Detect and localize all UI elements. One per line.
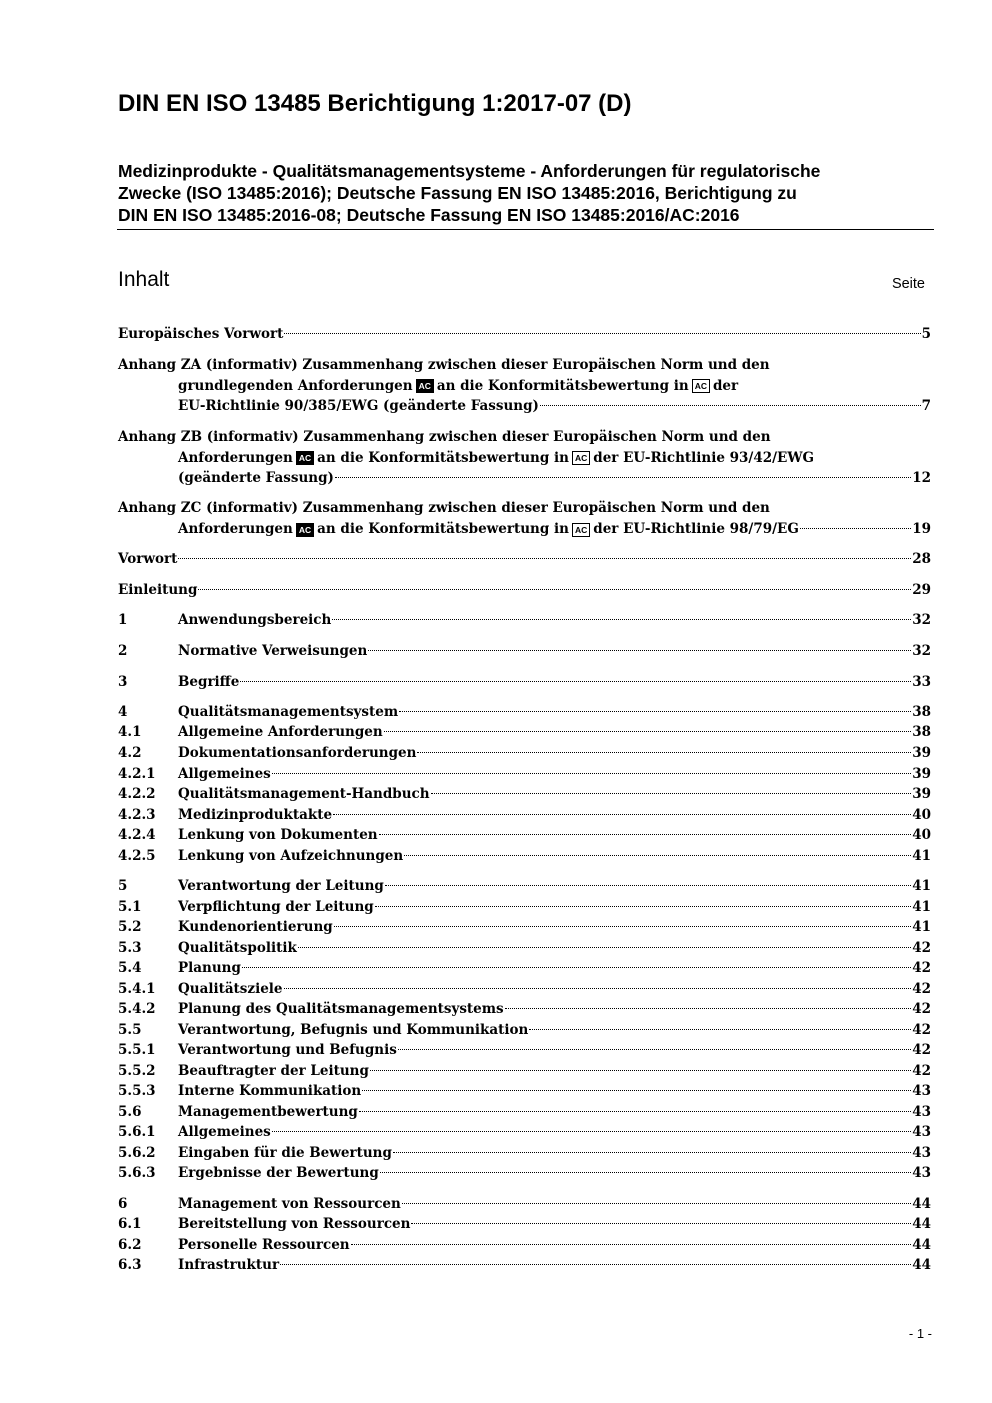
toc-entry[interactable] [118,1061,931,1081]
toc-entry-label: Infrastruktur [178,1257,280,1273]
toc-entry-number: 5.1 [118,899,142,915]
toc-entry-page: 41 [912,899,931,915]
leader-dots [431,793,912,794]
toc-entry-page: 38 [912,724,931,740]
toc-entry-number: 6 [118,1196,128,1212]
toc-entry[interactable] [118,641,931,661]
toc-entry[interactable] [118,1102,931,1122]
toc-entry-page: 39 [912,786,931,802]
document-subtitle [118,160,938,226]
toc-entry-number: 5.6 [118,1104,142,1120]
toc-entry-page: 42 [912,1063,931,1079]
toc-entry-label: Qualitätspolitik [178,940,297,956]
toc-entry[interactable] [118,805,931,825]
toc-entry-label: Kundenorientierung [178,919,333,935]
toc-entry[interactable] [118,396,931,416]
leader-dots [272,1131,911,1132]
toc-entry-label: Bereitstellung von Ressourcen [178,1216,411,1232]
toc-entry-page: 42 [912,960,931,976]
toc-annex-line[interactable]: Anhang ZB (informativ) Zusammenhang zwischen dieser Europäischen Norm und den [118,429,771,445]
toc-entry-label: Verantwortung der Leitung [178,878,384,894]
toc-entry-label: Einleitung [118,582,198,598]
toc-entry-number: 6.2 [118,1237,142,1253]
toc-entry[interactable] [118,825,931,845]
toc-entry-label: Verpflichtung der Leitung [178,899,374,915]
toc-entry-number: 5 [118,878,128,894]
toc-entry[interactable] [118,999,931,1019]
toc-entry-label: Lenkung von Dokumenten [178,827,378,843]
leader-dots [280,1264,911,1265]
toc-annex-text: an die Konformitätsbewertung in [436,378,689,394]
leader-dots [529,1029,911,1030]
toc-entry-page: 42 [912,1042,931,1058]
toc-entry-label: EU-Richtlinie 90/385/EWG (geänderte Fassung) [178,398,539,414]
toc-entry-page: 32 [912,643,931,659]
toc-annex-text: der EU-Richtlinie 98/79/EG [593,521,799,537]
toc-entry-label: Eingaben für die Bewertung [178,1145,392,1161]
ac-open-icon: AC [296,451,314,465]
leader-dots [284,988,912,989]
toc-entry-number: 4.2.3 [118,807,156,823]
toc-entry-number: 3 [118,674,128,690]
toc-entry-page: 43 [912,1104,931,1120]
toc-entry[interactable] [118,1122,931,1142]
toc-entry-number: 5.6.2 [118,1145,156,1161]
toc-annex-text: der EU-Richtlinie 93/42/EWG [593,450,815,466]
toc-entry-label: Allgemeines [178,766,271,782]
toc-entry-label: Anwendungsbereich [178,612,332,628]
toc-entry[interactable] [118,468,931,488]
toc-entry[interactable] [118,1163,931,1183]
toc-entry-label: Dokumentationsanforderungen [178,745,417,761]
toc-entry-number: 1 [118,612,128,628]
document-title: DIN EN ISO 13485 Berichtigung 1:2017-07 (D) [118,90,632,117]
leader-dots [380,1172,911,1173]
toc-entry[interactable] [118,702,931,722]
toc-entry-page: 40 [912,807,931,823]
toc-entry-label: Interne Kommunikation [178,1083,362,1099]
leader-dots [240,681,911,682]
toc-entry[interactable] [118,846,931,866]
leader-dots [800,528,911,529]
toc-entry-label: Normative Verweisungen [178,643,368,659]
toc-entry-number: 4.1 [118,724,142,740]
leader-dots [335,477,911,478]
toc-annex-text: Anforderungen [178,450,293,466]
subtitle-line: DIN EN ISO 13485:2016-08; Deutsche Fassung EN ISO 13485:2016/AC:2016 [118,205,740,225]
toc-entry-page: 39 [912,766,931,782]
toc-entry-page: 44 [912,1196,931,1212]
toc-entry[interactable] [118,938,931,958]
toc-entry[interactable] [118,1194,931,1214]
leader-dots [333,814,911,815]
toc-annex-text: Anforderungen [178,521,293,537]
toc-entry[interactable] [118,764,931,784]
toc-entry[interactable] [118,876,931,896]
toc-entry-page: 19 [912,521,931,537]
title-divider [117,229,934,230]
ac-open-icon: AC [296,523,314,537]
toc-entry-label: Qualitätsziele [178,981,283,997]
toc-entry-page: 41 [912,848,931,864]
toc-entry-label: Lenkung von Aufzeichnungen [178,848,404,864]
ac-open-icon: AC [416,379,434,393]
toc-entry-label: Beauftragter der Leitung [178,1063,369,1079]
toc-entry[interactable] [118,1020,931,1040]
leader-dots [404,855,911,856]
ac-close-icon: AC [692,379,710,393]
toc-entry-number: 6.1 [118,1216,142,1232]
toc-entry-page: 5 [921,326,931,342]
toc-entry[interactable] [118,979,931,999]
toc-entry-number: 5.6.1 [118,1124,156,1140]
toc-entry-number: 4.2.5 [118,848,156,864]
leader-dots [272,773,911,774]
toc-entry-page: 43 [912,1083,931,1099]
toc-annex-line[interactable]: Anhang ZC (informativ) Zusammenhang zwischen dieser Europäischen Norm und den [118,500,770,516]
toc-entry-number: 5.5 [118,1022,142,1038]
leader-dots [402,1203,911,1204]
toc-entry[interactable] [118,1081,931,1101]
toc-entry-number: 5.4.1 [118,981,156,997]
toc-entry[interactable] [118,897,931,917]
toc-annex-line[interactable]: Anhang ZA (informativ) Zusammenhang zwischen dieser Europäischen Norm und den [118,357,770,373]
toc-annex-text: an die Konformitätsbewertung in [317,521,569,537]
toc-entry-page: 7 [921,398,931,414]
toc-entry-page: 42 [912,1001,931,1017]
toc-entry-page: 33 [912,674,931,690]
toc-entry-label: Personelle Ressourcen [178,1237,350,1253]
leader-dots [399,711,911,712]
leader-dots [384,731,912,732]
toc-entry-page: 29 [912,582,931,598]
toc-entry-label: Allgemeine Anforderungen [178,724,383,740]
leader-dots [178,558,911,559]
toc-entry-label: Qualitätsmanagement-Handbuch [178,786,430,802]
toc-entry-number: 4.2.1 [118,766,156,782]
toc-entry-page: 42 [912,940,931,956]
toc-entry-label: Verantwortung und Befugnis [178,1042,397,1058]
leader-dots [359,1111,911,1112]
toc-entry-label: Planung [178,960,241,976]
leader-dots [351,1244,912,1245]
toc-entry-label: Planung des Qualitätsmanagementsystems [178,1001,504,1017]
toc-entry[interactable] [118,1143,931,1163]
toc-entry-page: 39 [912,745,931,761]
toc-entry[interactable] [118,958,931,978]
toc-entry-page: 43 [912,1124,931,1140]
page-number: - 1 - [908,1326,932,1341]
toc-entry-label: Managementbewertung [178,1104,358,1120]
toc-entry-number: 4 [118,704,128,720]
toc-annex-text: an die Konformitätsbewertung in [317,450,569,466]
toc-entry-number: 5.5.2 [118,1063,156,1079]
toc-entry-label: Medizinproduktakte [178,807,333,823]
toc-entry[interactable] [118,324,931,344]
page-column-label: Seite [891,276,925,292]
leader-dots [368,650,911,651]
toc-entry[interactable] [118,610,931,630]
ac-close-icon: AC [572,451,590,465]
toc-entry-number: 5.4 [118,960,142,976]
leader-dots [370,1070,911,1071]
leader-dots [398,1049,911,1050]
toc-entry-page: 42 [912,981,931,997]
toc-entry-page: 42 [912,1022,931,1038]
leader-dots [385,885,911,886]
toc-annex-line[interactable] [178,448,814,468]
toc-entry-number: 5.4.2 [118,1001,156,1017]
toc-entry-number: 5.3 [118,940,142,956]
leader-dots [505,1008,912,1009]
toc-entry-number: 5.2 [118,919,142,935]
leader-dots [540,405,921,406]
toc-entry-label: Vorwort [118,551,178,567]
toc-entry-number: 5.5.3 [118,1083,156,1099]
toc-entry-label: Allgemeines [178,1124,271,1140]
leader-dots [198,589,911,590]
toc-entry-page: 12 [912,470,931,486]
toc-entry-page: 44 [912,1216,931,1232]
toc-entry-page: 43 [912,1145,931,1161]
leader-dots [379,834,912,835]
toc-entry[interactable] [118,580,931,600]
leader-dots [332,619,911,620]
toc-entry-page: 32 [912,612,931,628]
toc-annex-text: grundlegenden Anforderungen [178,378,413,394]
toc-entry[interactable] [118,743,931,763]
toc-entry[interactable] [118,722,931,742]
toc-annex-text: der [712,378,739,394]
toc-entry-number: 4.2.2 [118,786,156,802]
toc-entry-page: 40 [912,827,931,843]
leader-dots [298,947,911,948]
subtitle-line: Zwecke (ISO 13485:2016); Deutsche Fassung EN ISO 13485:2016, Berichtigung zu [118,183,797,203]
toc-heading: Inhalt [118,268,170,291]
leader-dots [411,1223,911,1224]
toc-entry[interactable] [118,1214,931,1234]
toc-entry-page: 38 [912,704,931,720]
toc-entry-label: Qualitätsmanagementsystem [178,704,399,720]
toc-annex-line[interactable] [178,376,738,396]
toc-entry-number: 5.5.1 [118,1042,156,1058]
toc-entry-page: 28 [912,551,931,567]
toc-entry[interactable] [118,1255,931,1275]
toc-entry-label: Europäisches Vorwort [118,326,284,342]
leader-dots [375,906,911,907]
toc-entry[interactable] [118,519,931,539]
ac-close-icon: AC [572,523,590,537]
toc-entry-number: 6.3 [118,1257,142,1273]
toc-entry-page: 44 [912,1257,931,1273]
toc-entry-number: 4.2.4 [118,827,156,843]
toc-entry-label: Verantwortung, Befugnis und Kommunikation [178,1022,529,1038]
leader-dots [334,926,912,927]
leader-dots [242,967,911,968]
toc-entry[interactable] [118,1235,931,1255]
toc-entry[interactable] [118,1040,931,1060]
toc-entry-page: 43 [912,1165,931,1181]
toc-entry-label: Ergebnisse der Bewertung [178,1165,379,1181]
toc-entry-label: Management von Ressourcen [178,1196,401,1212]
leader-dots [284,333,920,334]
subtitle-line: Medizinprodukte - Qualitätsmanagementsysteme - Anforderungen für regulatorische [118,161,821,181]
leader-dots [417,752,911,753]
toc-entry[interactable] [118,917,931,937]
toc-entry[interactable] [118,672,931,692]
toc-entry-page: 41 [912,919,931,935]
toc-entry-number: 5.6.3 [118,1165,156,1181]
toc-entry-number: 4.2 [118,745,142,761]
toc-entry[interactable] [118,549,931,569]
toc-entry-page: 41 [912,878,931,894]
toc-entry-page: 44 [912,1237,931,1253]
toc-entry-number: 2 [118,643,128,659]
toc-entry[interactable] [118,784,931,804]
leader-dots [362,1090,911,1091]
toc-entry-label: Begriffe [178,674,240,690]
leader-dots [393,1152,911,1153]
toc-entry-label: (geänderte Fassung) [178,470,334,486]
